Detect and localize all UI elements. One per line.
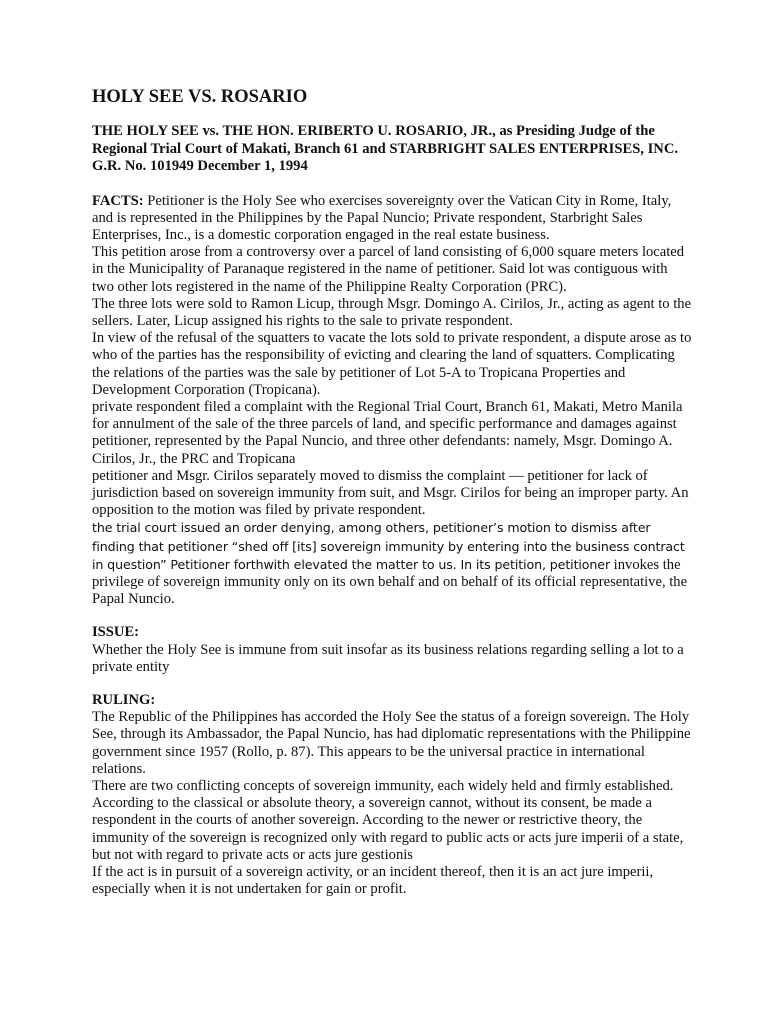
facts-paragraph: This petition arose from a controversy over a parcel of land consisting of 6,000 square meters located in the Municipality of Paranaque registered in the name of petitioner. Said lot was contiguous with two other lots registered in the name of the Philippine Realty Corporation (PRC).	[92, 244, 685, 295]
ruling-label: RULING:	[92, 691, 156, 708]
facts-paragraph: private respondent filed a complaint with the Regional Trial Court, Branch 61, Makati, Metro Manila for annulment of the sale of the three parcels of land, and specific performance and damages against petitioner, represented by the Papal Nuncio, and three other defendants: namely, Msgr. Domingo A. Cirilos, Jr., the PRC and Tropicana	[92, 398, 683, 467]
document-page	[92, 86, 692, 914]
facts-paragraph: The three lots were sold to Ramon Licup, through Msgr. Domingo A. Cirilos, Jr., acting as agent to the sellers. Later, Licup assigned his rights to the sale to private respondent.	[92, 295, 692, 329]
facts-paragraph-text: Petitioner is the Holy See who exercises sovereignty over the Vatican City in Rome, Italy, and is represented in the Philippines by the Papal Nuncio; Private respondent, Starbright Sales Enterprises, Inc., is a domestic corporation engaged in the real estate business.	[92, 192, 672, 243]
case-number: G.R. No. 101949 December 1, 1994	[92, 158, 308, 174]
document-title: HOLY SEE VS. ROSARIO	[92, 87, 308, 107]
facts-section	[92, 193, 692, 609]
issue-label: ISSUE:	[92, 624, 140, 641]
facts-paragraph: petitioner and Msgr. Cirilos separately moved to dismiss the complaint — petitioner for lack of jurisdiction based on sovereign immunity from suit, and Msgr. Cirilos for being an improper party. An opposition to the motion was filed by private respondent.	[92, 467, 689, 519]
case-title: THE HOLY SEE vs. THE HON. ERIBERTO U. ROSARIO, JR., as Presiding Judge of the Regional Trial Court of Makati, Branch 61 and STARBRIGHT SALES ENTERPRISES, INC.	[92, 123, 679, 157]
ruling-section	[92, 692, 692, 898]
facts-paragraph	[92, 193, 692, 245]
issue-text: Whether the Holy See is immune from suit insofar as its business relations regarding selling a lot to a private entity	[92, 641, 684, 675]
issue-section	[92, 624, 692, 676]
facts-paragraph-tail: invokes the privilege of sovereign immunity only on its own behalf and on behalf of its official representative, the Papal Nuncio.	[92, 556, 688, 608]
facts-pasted-text: the trial court issued an order denying, among others, petitioner’s motion to dismiss after finding that petitioner “shed off [its] sovereign immunity by entering into the business contract in question” Petitioner forthwith elevated the matter to us. In its petition, petitioner	[92, 520, 685, 572]
case-heading	[92, 123, 692, 176]
ruling-paragraph: There are two conflicting concepts of sovereign immunity, each widely held and firmly established. According to the classical or absolute theory, a sovereign cannot, without its consent, be made a respondent in the courts of another sovereign. According to the newer or restrictive theory, the immunity of the sovereign is recognized only with regard to public acts or acts jure imperii of a state, but not with regard to private acts or acts jure gestionis	[92, 778, 684, 863]
facts-paragraph: In view of the refusal of the squatters to vacate the lots sold to private respondent, a dispute arose as to who of the parties has the responsibility of evicting and clearing the land of squatters. Complicating the relations of the parties was the sale by petitioner of Lot 5-A to Tropicana Properties and Development Corporation (Tropicana).	[92, 330, 692, 398]
ruling-paragraph: If the act is in pursuit of a sovereign activity, or an incident thereof, then it is an act jure imperii, especially when it is not undertaken for gain or profit.	[92, 864, 654, 898]
facts-paragraph	[92, 519, 692, 608]
ruling-paragraph: The Republic of the Philippines has accorded the Holy See the status of a foreign sovereign. The Holy See, through its Ambassador, the Papal Nuncio, has had diplomatic representations with the Philippine government since 1957 (Rollo, p. 87). This appears to be the universal practice in international relations.	[92, 709, 691, 777]
facts-label: FACTS:	[92, 192, 144, 209]
